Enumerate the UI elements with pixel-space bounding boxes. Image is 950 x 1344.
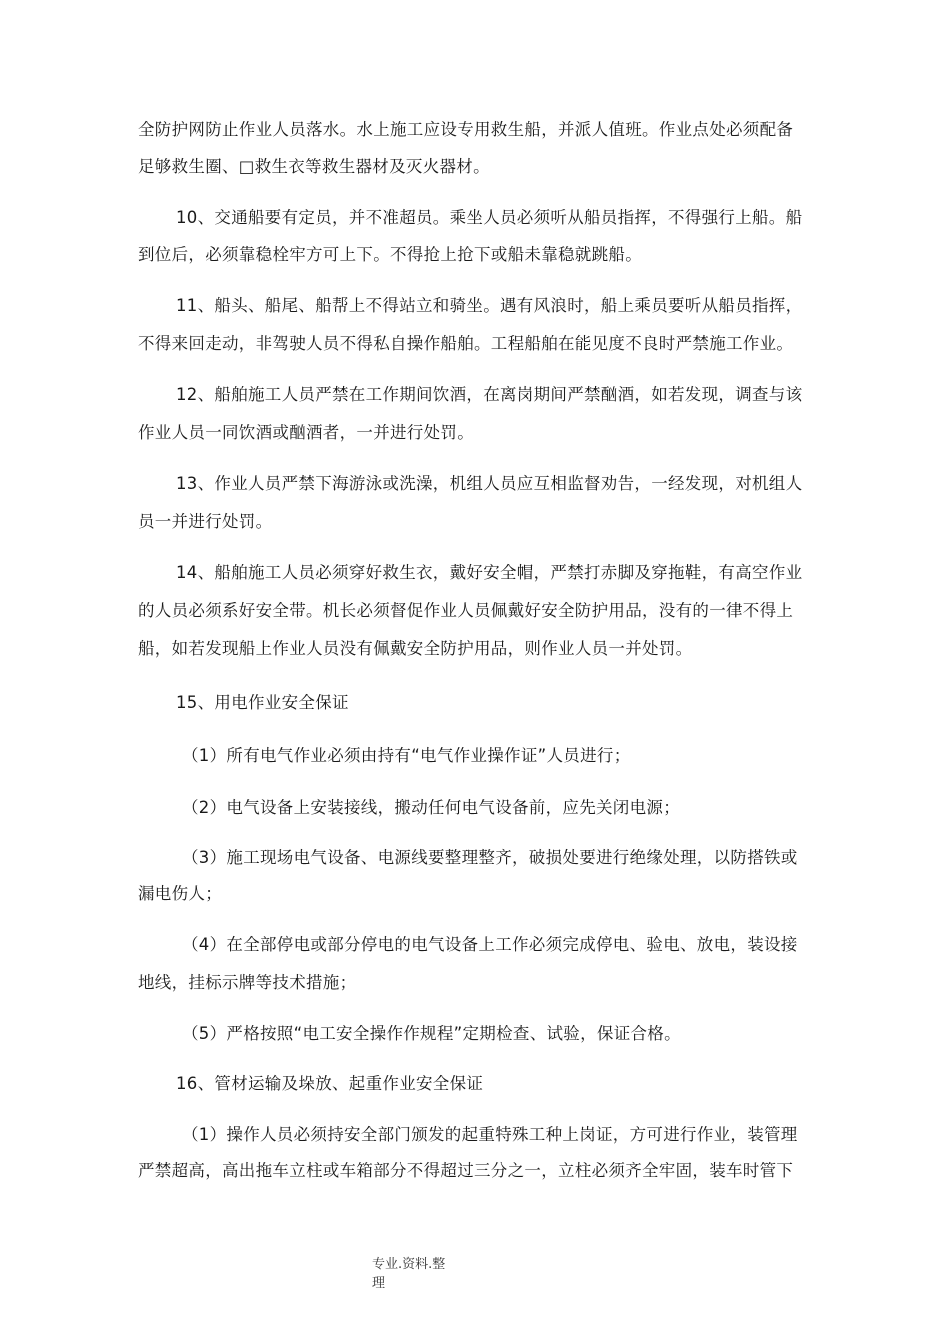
- paragraph-line: 全防护网防止作业人员落水。水上施工应设专用救生船，并派人值班。作业点处必须配备: [138, 120, 794, 139]
- item-15-3-line: （3）施工现场电气设备、电源线要整理整齐，破损处要进行绝缘处理，以防搭铁或: [182, 848, 798, 867]
- item-14-line: 船，如若发现船上作业人员没有佩戴安全防护用品，则作业人员一并处罚。: [138, 639, 693, 658]
- item-14-line: 的人员必须系好安全带。机长必须督促作业人员佩戴好安全防护用品，没有的一律不得上: [138, 601, 794, 620]
- section-16-heading: 16、管材运输及垛放、起重作业安全保证: [176, 1074, 484, 1093]
- footer-text: 理: [372, 1276, 386, 1291]
- item-15-2-line: （2）电气设备上安装接线，搬动任何电气设备前，应先关闭电源；: [182, 798, 680, 817]
- item-15-1-line: （1）所有电气作业必须由持有“电气作业操作证”人员进行；: [182, 746, 631, 765]
- item-15-5-line: （5）严格按照“电工安全操作作规程”定期检查、试验，保证合格。: [182, 1024, 681, 1043]
- item-16-1-line: （1）操作人员必须持安全部门颁发的起重特殊工种上岗证，方可进行作业，装管理: [182, 1125, 798, 1144]
- item-16-1-line: 严禁超高，高出拖车立柱或车箱部分不得超过三分之一，立柱必须齐全牢固，装车时管下: [138, 1161, 794, 1180]
- item-13-line: 13、作业人员严禁下海游泳或洗澡，机组人员应互相监督劝告，一经发现，对机组人: [176, 474, 803, 493]
- section-15-heading: 15、用电作业安全保证: [176, 693, 349, 712]
- item-10-line: 到位后，必须靠稳栓牢方可上下。不得抢上抢下或船未靠稳就跳船。: [138, 245, 642, 264]
- item-15-3-line: 漏电伤人；: [138, 884, 222, 903]
- item-12-line: 12、船舶施工人员严禁在工作期间饮酒，在离岗期间严禁酗酒，如若发现，调查与该: [176, 385, 803, 404]
- item-15-4-line: 地线，挂标示牌等技术措施；: [138, 973, 357, 992]
- item-12-line: 作业人员一同饮酒或酗酒者，一并进行处罚。: [138, 423, 474, 442]
- paragraph-line: 足够救生圈、□救生衣等救生器材及灭火器材。: [138, 157, 490, 176]
- item-13-line: 员一并进行处罚。: [138, 512, 273, 531]
- item-11-line: 11、船头、船尾、船帮上不得站立和骑坐。遇有风浪时，船上乘员要听从船员指挥，: [176, 296, 803, 315]
- item-15-4-line: （4）在全部停电或部分停电的电气设备上工作必须完成停电、验电、放电，装设接: [182, 935, 798, 954]
- item-11-line: 不得来回走动，非驾驶人员不得私自操作船舶。工程船舶在能见度不良时严禁施工作业。: [138, 334, 794, 353]
- item-14-line: 14、船舶施工人员必须穿好救生衣，戴好安全帽，严禁打赤脚及穿拖鞋，有高空作业: [176, 563, 803, 582]
- item-10-line: 10、交通船要有定员，并不准超员。乘坐人员必须听从船员指挥，不得强行上船。船: [176, 208, 803, 227]
- footer-text: 专业.资料.整: [372, 1257, 446, 1272]
